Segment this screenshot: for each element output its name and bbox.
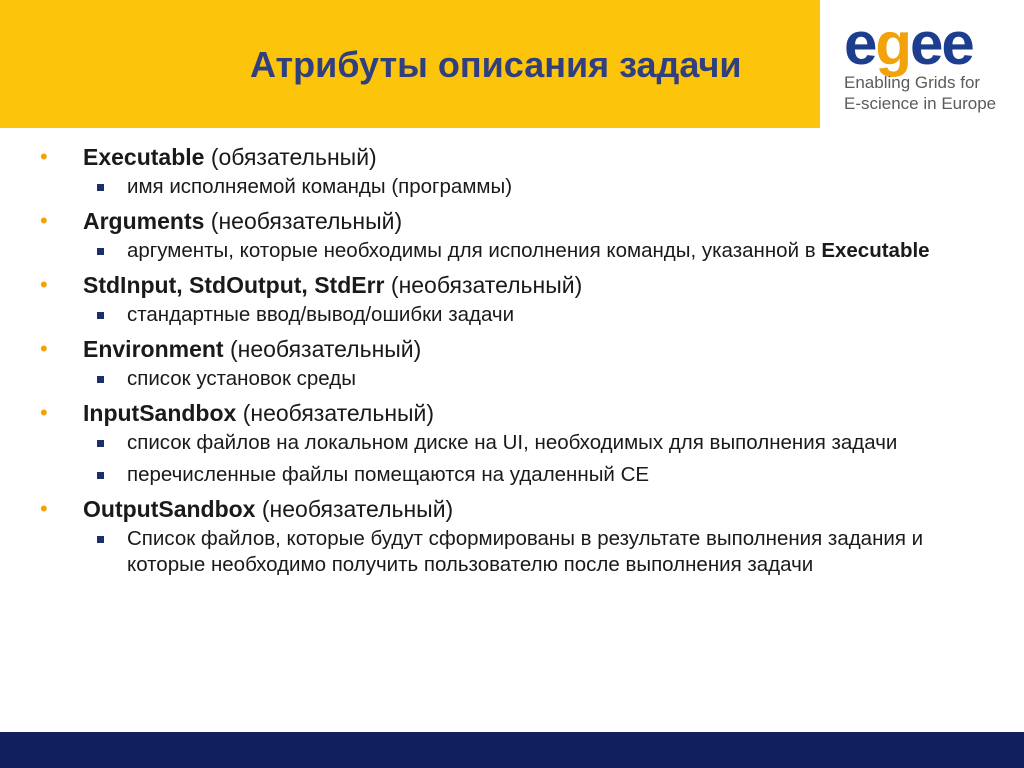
logo-tagline-line1: Enabling Grids for [844,73,981,92]
bullet-item [40,142,1000,200]
sub-bullet-text: Список файлов, которые будут сформированы в результате выполнения задания и которые необходимо получить пользователю после выполнения задачи [127,527,924,576]
bullet-dot: • [40,272,48,297]
bullet-dot: • [40,496,48,521]
header-band [0,0,820,128]
square-bullet-icon [97,312,104,319]
attribute-name: Arguments [83,208,205,234]
bullet-item [40,398,1000,488]
bullet-dot: • [40,208,48,233]
egee-logo [820,0,1024,128]
attribute-requirement: (необязательный) [210,208,403,234]
sub-bullet-text: список установок среды [127,367,356,390]
square-bullet-icon [97,184,104,191]
bullet-item [40,334,1000,392]
square-bullet-icon [97,472,104,479]
sub-list [83,430,1000,488]
attribute-requirement: (необязательный) [261,496,454,522]
sub-bullet-item [83,174,1000,200]
logo-wordmark: egee [844,10,973,77]
sub-bullet-item [83,430,1000,456]
square-bullet-icon [97,376,104,383]
square-bullet-icon [97,248,104,255]
sub-bullet-item [83,302,1000,328]
slide-title: Атрибуты описания задачи [250,44,742,85]
attribute-name: InputSandbox [83,400,237,426]
logo-tagline [844,72,1024,114]
sub-bullet-text: список файлов на локальном диске на UI, необходимых для выполнения задачи [127,431,898,454]
attribute-name: StdInput, StdOutput, StdErr [83,272,385,298]
bullet-dot: • [40,400,48,425]
sub-bullet-text: аргументы, которые необходимы для исполнения команды, указанной в [127,239,822,262]
bullet-item [40,270,1000,328]
attribute-requirement: (обязательный) [210,144,377,170]
square-bullet-icon [97,536,104,543]
attribute-requirement: (необязательный) [229,336,422,362]
sub-list [83,366,1000,392]
sub-bullet-item [83,462,1000,488]
bullet-list [40,142,1000,584]
sub-bullet-text: имя исполняемой команды (программы) [127,175,513,198]
sub-list [83,526,1000,578]
sub-bullet-item [83,238,1000,264]
bullet-dot: • [40,144,48,169]
sub-bullet-text: стандартные ввод/вывод/ошибки задачи [127,303,515,326]
bullet-dot: • [40,336,48,361]
sub-list [83,302,1000,328]
logo-tagline-line2: E-science in Europe [844,94,997,113]
square-bullet-icon [97,440,104,447]
sub-bullet-item [83,366,1000,392]
footer-bar [0,732,1024,768]
attribute-name: Executable [83,144,205,170]
bullet-item [40,206,1000,264]
sub-list [83,174,1000,200]
attribute-requirement: (необязательный) [390,272,583,298]
sub-bullet-text: перечисленные файлы помещаются на удаленный CE [127,463,650,486]
sub-list [83,238,1000,264]
bullet-item [40,494,1000,578]
sub-bullet-bold-term: Executable [821,239,930,262]
attribute-name: OutputSandbox [83,496,256,522]
sub-bullet-item [83,526,1000,578]
attribute-name: Environment [83,336,224,362]
attribute-requirement: (необязательный) [242,400,435,426]
